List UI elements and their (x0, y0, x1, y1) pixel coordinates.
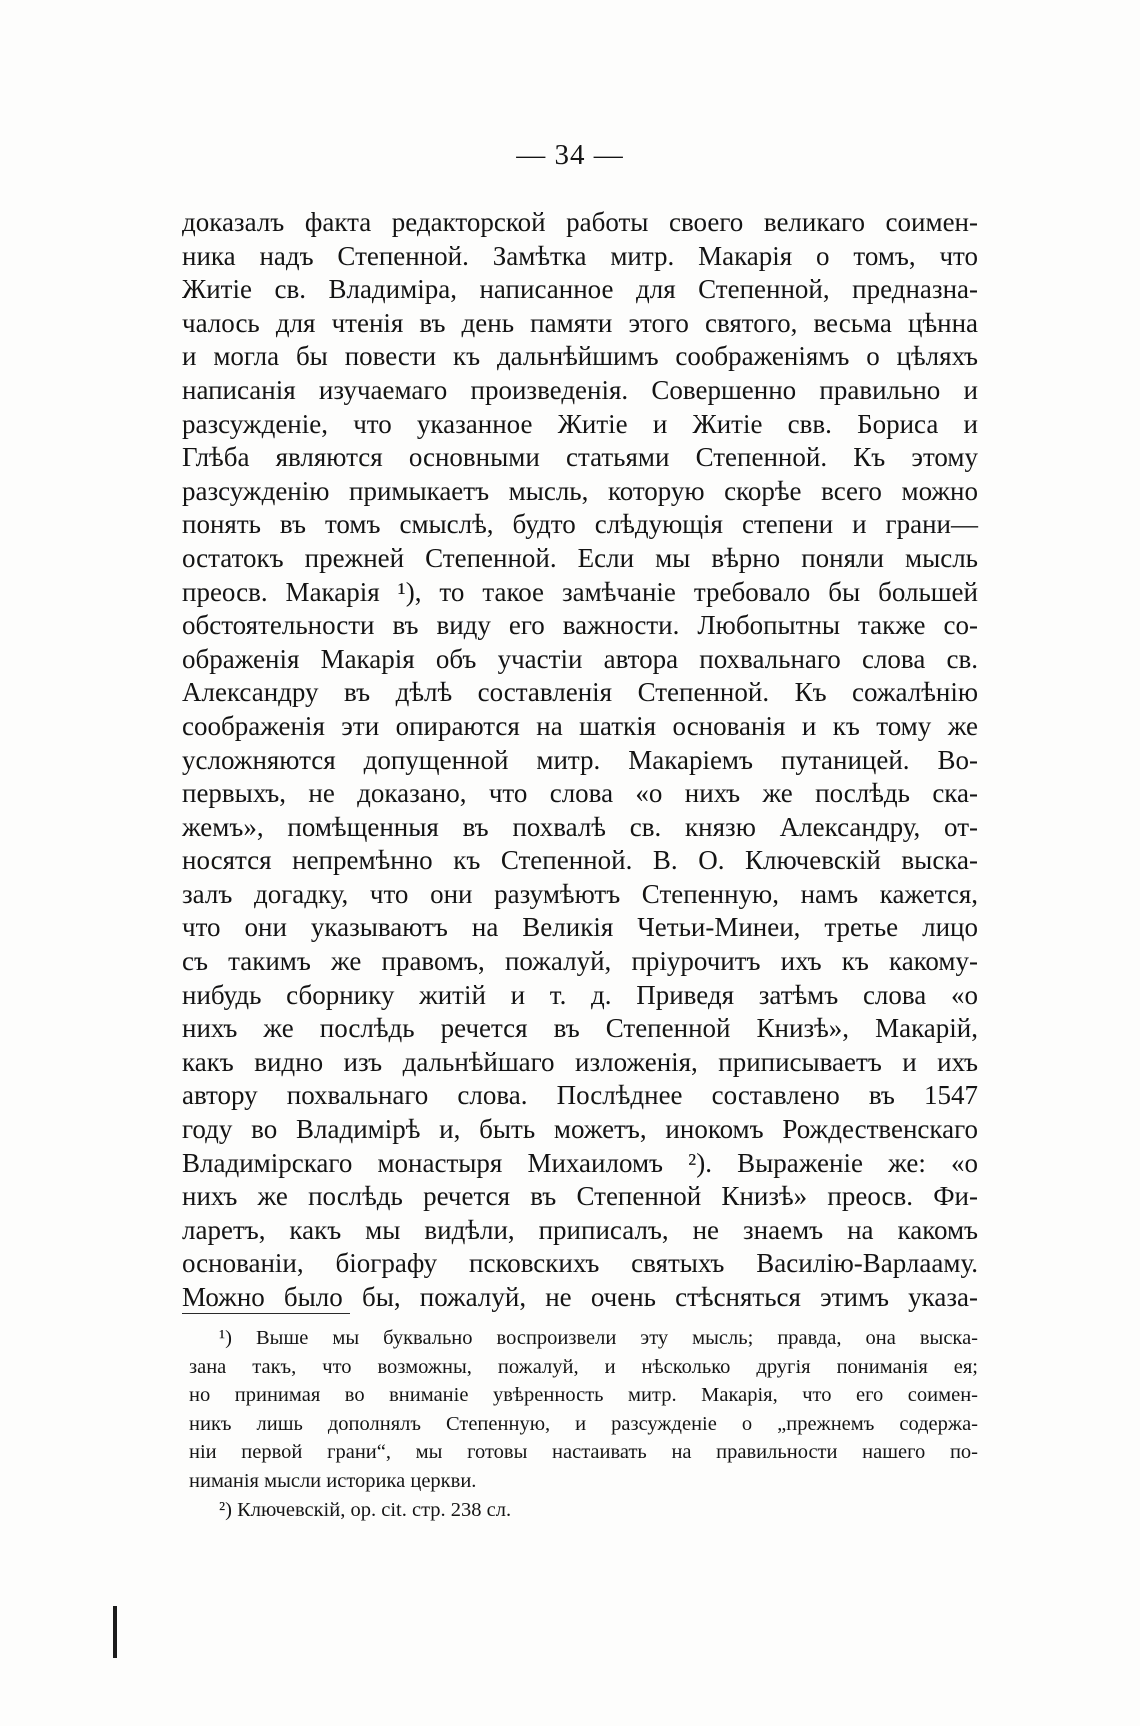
footnote-line: ниманія мысли историка церкви. (189, 1469, 477, 1492)
text-line: ображенія Макарія объ участіи автора похвальнаго слова св. (182, 643, 978, 674)
text-line: какъ видно изъ дальнѣйшаго изложенія, приписываетъ и ихъ (182, 1046, 978, 1077)
text-line: съ такимъ же правомъ, пожалуй, пріурочитъ ихъ къ какому- (182, 946, 978, 977)
main-text (182, 206, 978, 1315)
text-line: жемъ», помѣщенныя въ похвалѣ св. князю Александру, от- (182, 811, 978, 842)
text-line: нихъ же послѣдь речется въ Степенной Книзѣ» преосв. Фи- (182, 1181, 978, 1212)
text-line: и могла бы повести къ дальнѣйшимъ соображеніямъ о цѣляхъ (182, 341, 978, 372)
text-line: соображенія эти опираются на шаткія основанія и къ тому же (182, 710, 978, 741)
footnote-line: ніи первой грани“, мы готовы настаивать на правильности нашего по- (189, 1441, 978, 1464)
text-line: остатокъ прежней Степенной. Если мы вѣрно поняли мысль (182, 542, 978, 573)
text-line: доказалъ факта редакторской работы своего великаго соимен- (182, 207, 978, 237)
footnote-line: никъ лишь дополнялъ Степенную, и разсужденіе о „прежнемъ содержа- (189, 1412, 978, 1435)
text-line: ларетъ, какъ мы видѣли, приписалъ, не знаемъ на какомъ (182, 1214, 978, 1245)
text-line: автору похвальнаго слова. Послѣднее составлено въ 1547 (182, 1080, 978, 1111)
text-line: разсужденіе, что указанное Житіе и Житіе свв. Бориса и (182, 408, 978, 439)
text-line: Владимірскаго монастыря Михаиломъ ²). Выраженіе же: «о (182, 1147, 978, 1178)
text-line: разсужденію примыкаетъ мысль, которую скорѣе всего можно (182, 475, 978, 506)
text-line: Житіе св. Владиміра, написанное для Степенной, предназна- (182, 274, 978, 305)
text-line: году во Владимірѣ и, быть можетъ, инокомъ Рождественскаго (182, 1114, 978, 1145)
text-line: основаніи, біографу псковскихъ святыхъ Василію-Варлааму. (182, 1248, 978, 1279)
footnote-line: ¹) Выше мы буквально воспроизвели эту мысль; правда, она выска- (219, 1327, 978, 1349)
text-line: первыхъ, не доказано, что слова «о нихъ же послѣдь ска- (182, 778, 978, 809)
text-line: залъ догадку, что они разумѣютъ Степенную, намъ кажется, (182, 878, 978, 909)
text-line: обстоятельности въ виду его важности. Любопытны также со- (182, 610, 978, 641)
text-line: Александру въ дѣлѣ составленія Степенной. Къ сожалѣнію (182, 677, 978, 708)
text-line: преосв. Макарія ¹), то такое замѣчаніе требовало бы большей (182, 576, 978, 607)
scan-artifact-mark (113, 1606, 117, 1658)
text-line: написанія изучаемаго произведенія. Совершенно правильно и (182, 374, 978, 405)
footnote-line: ²) Ключевскій, op. cit. стр. 238 сл. (219, 1498, 512, 1521)
footnote-line: но принимая во вниманіе увѣренность митр. Макарія, что его соимен- (189, 1384, 978, 1407)
text-line: нибудь сборнику житій и т. д. Приведя затѣмъ слова «о (182, 979, 978, 1010)
footnote-line: зана такъ, что возможны, пожалуй, и нѣсколько другія пониманія ея; (189, 1355, 978, 1378)
text-line: усложняются допущенной митр. Макаріемъ путаницей. Во- (182, 744, 978, 775)
text-line: носятся непремѣнно къ Степенной. В. О. Ключевскій выска- (182, 845, 978, 876)
text-line: чалось для чтенія въ день памяти этого святого, весьма цѣнна (182, 307, 978, 338)
page-number: — 34 — (516, 139, 624, 171)
text-line: Можно было бы, пожалуй, не очень стѣсняться этимъ указа- (182, 1282, 978, 1312)
text-line: что они указываютъ на Великія Четьи-Минеи, третье лицо (182, 912, 978, 943)
footnote-divider (182, 1313, 350, 1314)
text-line: нихъ же послѣдь речется въ Степенной Книзѣ», Макарій, (182, 1013, 978, 1044)
text-line: понять въ томъ смыслѣ, будто слѣдующія степени и грани— (182, 509, 978, 540)
footnotes (189, 1324, 978, 1524)
text-line: ника надъ Степенной. Замѣтка митр. Макарія о томъ, что (182, 240, 978, 271)
text-line: Глѣба являются основными статьями Степенной. Къ этому (182, 442, 978, 473)
